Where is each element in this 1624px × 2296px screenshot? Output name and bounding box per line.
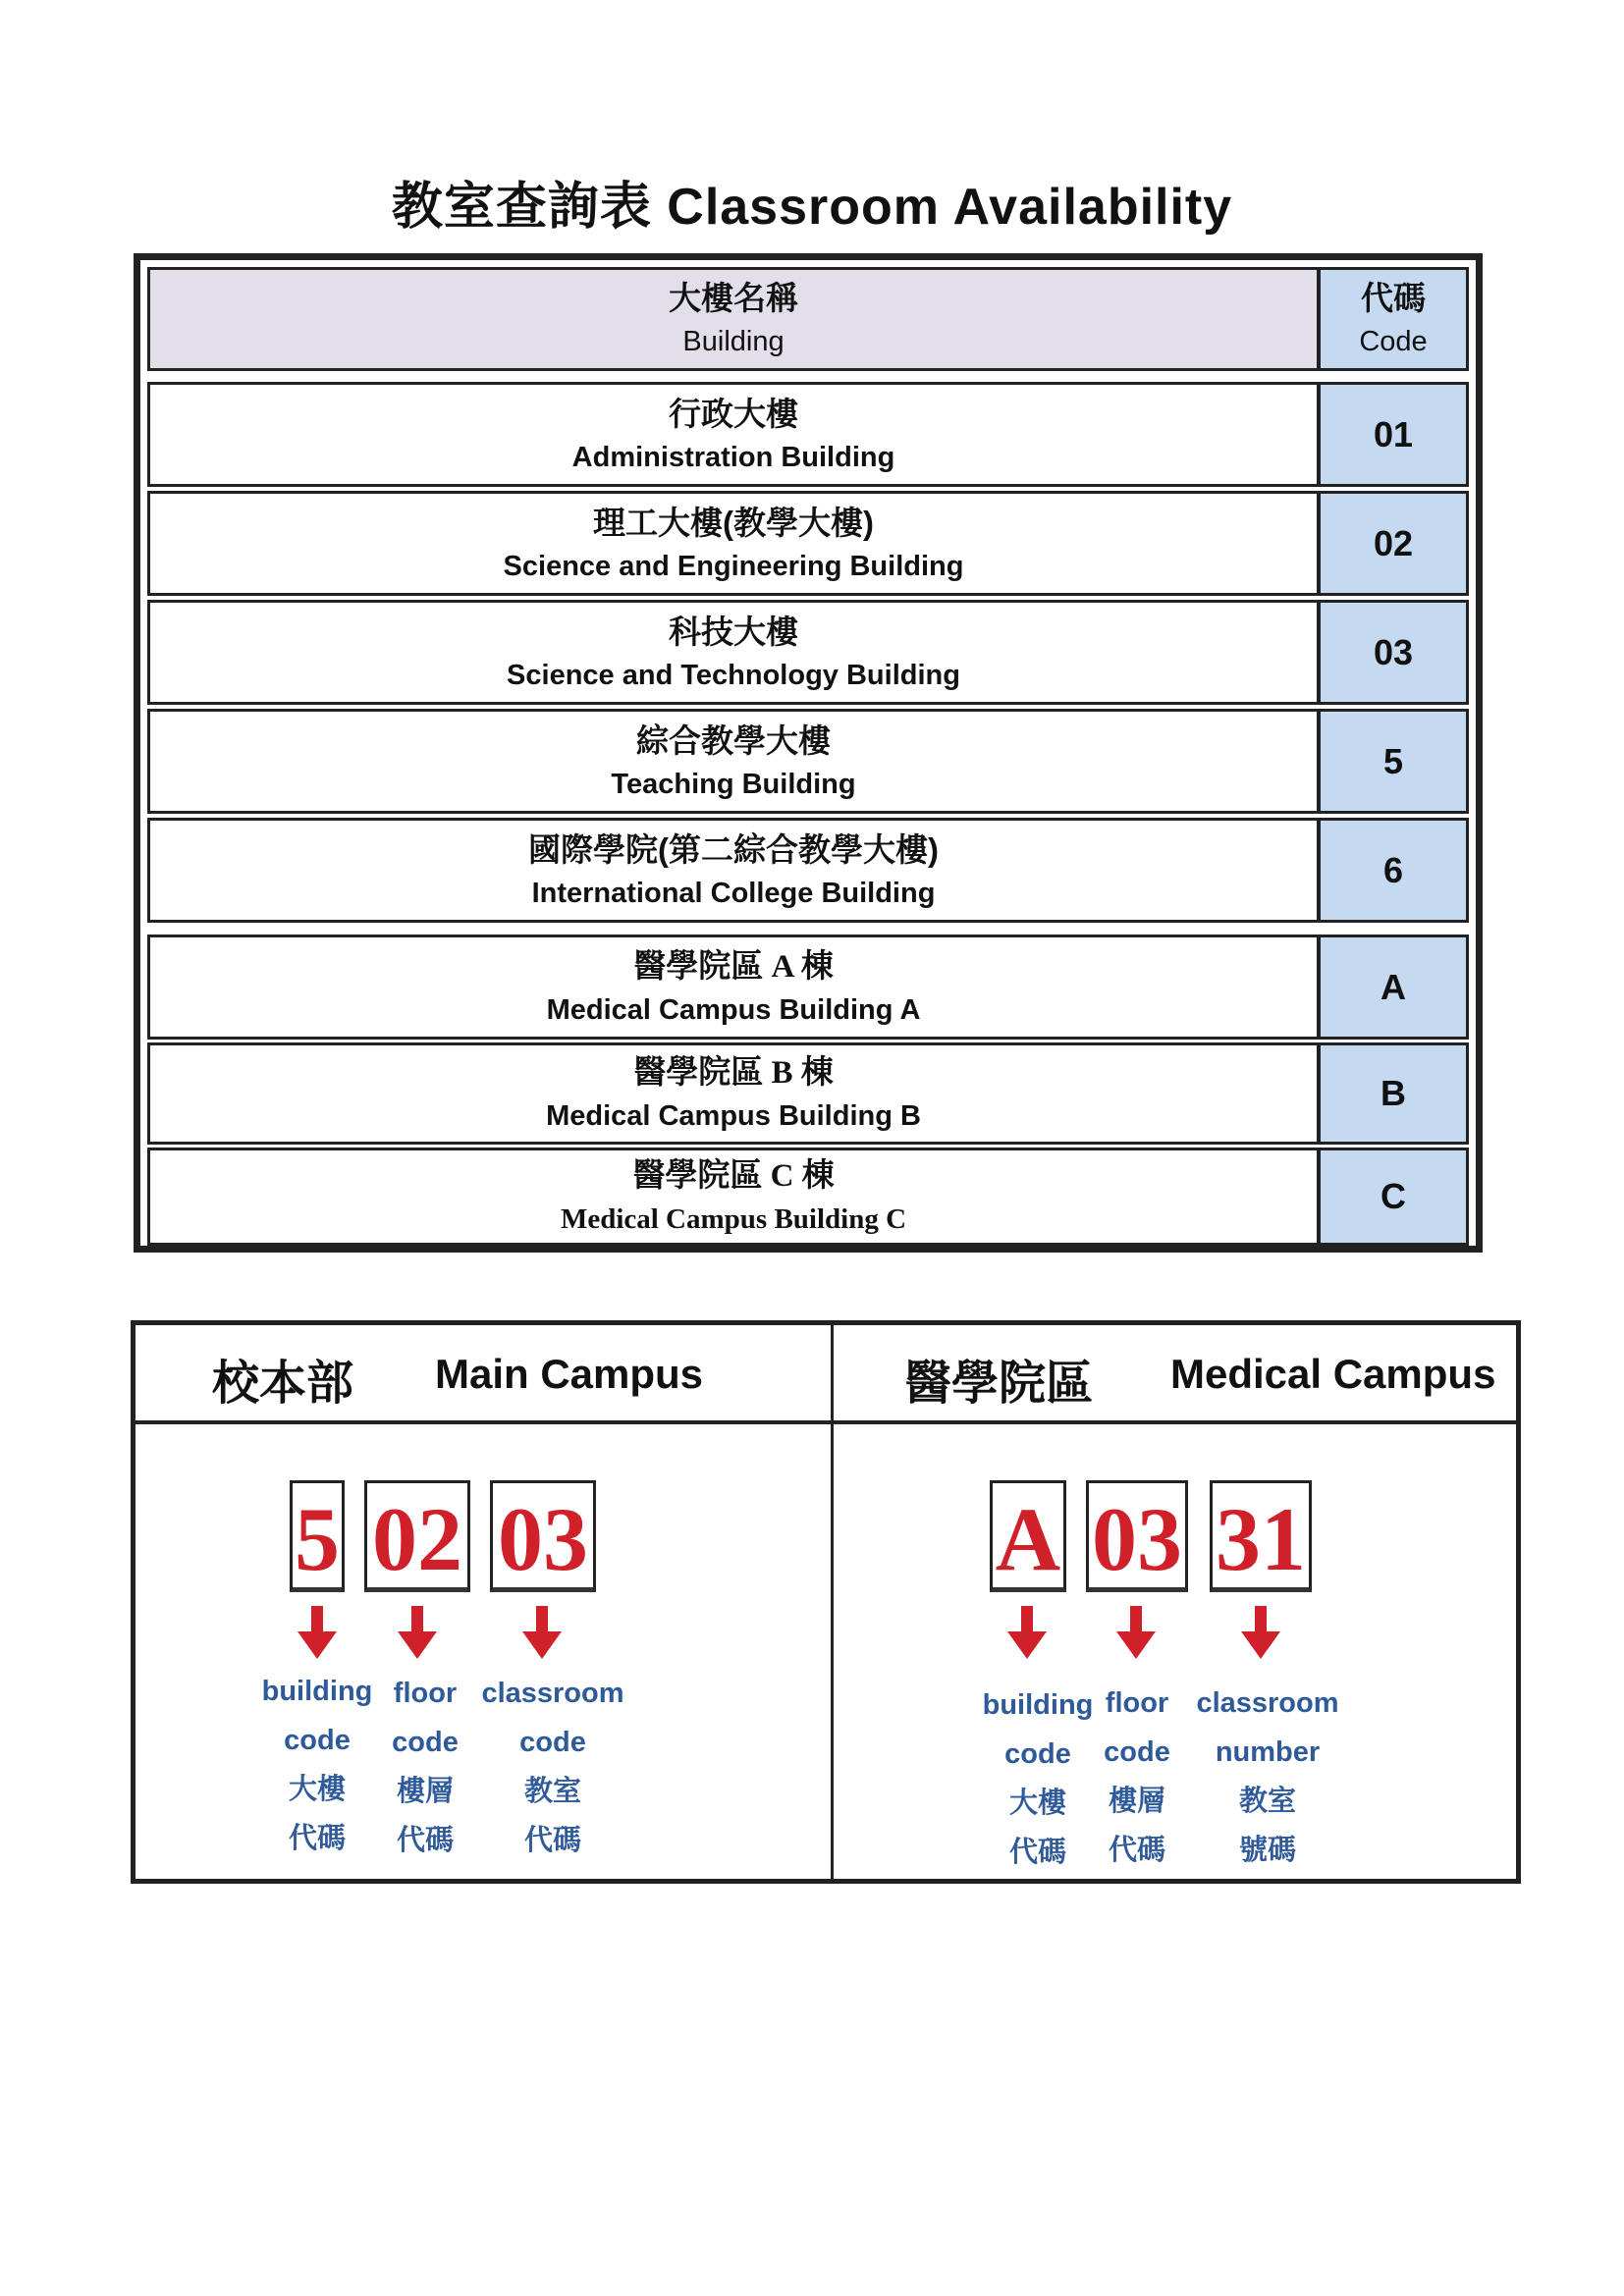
- main-floor-code-label: floor code 樓層 代碼: [392, 1678, 459, 1856]
- main-classroom-code-label: classroom code 教室 代碼: [481, 1678, 624, 1856]
- building-code-table: [134, 253, 1483, 1253]
- table-row: [147, 491, 1469, 596]
- table-row: [147, 709, 1469, 814]
- main-building-digit: 5: [290, 1480, 345, 1592]
- main-room-digits: 03: [490, 1480, 596, 1592]
- building-name-zh: 醫學院區 B 棟: [633, 1055, 834, 1091]
- building-name-en: Teaching Building: [611, 768, 856, 800]
- table-row: [147, 934, 1469, 1040]
- building-name-en: Administration Building: [571, 441, 895, 473]
- building-code: 01: [1321, 385, 1466, 484]
- table-row: [147, 818, 1469, 923]
- table-header-row: [147, 267, 1469, 371]
- main-campus-title-zh: 校本部: [212, 1358, 354, 1410]
- building-code: 03: [1321, 603, 1466, 702]
- divider: [135, 1420, 1516, 1424]
- medical-room-digits: 31: [1210, 1480, 1312, 1592]
- building-name-zh: 行政大樓: [669, 395, 798, 432]
- medical-campus-title-en: Medical Campus: [1170, 1351, 1496, 1397]
- medical-classroom-number-label: classroom number 教室 號碼: [1196, 1687, 1339, 1866]
- header-building-en: Building: [682, 326, 785, 357]
- table-row: [147, 1148, 1469, 1246]
- building-name-zh: 醫學院區 A 棟: [633, 948, 834, 985]
- table-row: [147, 1042, 1469, 1145]
- medical-building-code-label: building code 大樓 代碼: [982, 1689, 1094, 1868]
- page-title: 教室查詢表 Classroom Availability: [391, 179, 1233, 236]
- building-name-zh: 綜合教學大樓: [636, 721, 831, 759]
- building-name-en: Science and Engineering Building: [503, 550, 964, 582]
- arrow-down-icon: [518, 1606, 566, 1661]
- main-campus-title-en: Main Campus: [435, 1351, 704, 1397]
- table-row: [147, 600, 1469, 705]
- building-name-en: Science and Technology Building: [507, 659, 960, 691]
- divider: [831, 1325, 834, 1879]
- arrow-down-icon: [1237, 1606, 1284, 1661]
- building-name-zh: 國際學院(第二綜合教學大樓): [528, 830, 939, 868]
- medical-floor-code-label: floor code 樓層 代碼: [1104, 1687, 1170, 1866]
- header-building-cell: [150, 270, 1321, 368]
- room-number-guide: [131, 1320, 1521, 1884]
- building-code: 5: [1321, 712, 1466, 811]
- building-name-zh: 醫學院區 C 棟: [632, 1158, 835, 1194]
- building-code: A: [1321, 937, 1466, 1037]
- building-code: 02: [1321, 494, 1466, 593]
- main-building-code-label: building code 大樓 代碼: [261, 1676, 373, 1854]
- arrow-down-icon: [1003, 1606, 1051, 1661]
- arrow-down-icon: [1112, 1606, 1160, 1661]
- medical-building-letter: A: [990, 1480, 1066, 1592]
- medical-campus-title-zh: 醫學院區: [904, 1358, 1094, 1410]
- table-row: [147, 382, 1469, 487]
- arrow-down-icon: [294, 1606, 341, 1661]
- building-name-en: Medical Campus Building A: [546, 993, 921, 1026]
- main-floor-digits: 02: [364, 1480, 470, 1592]
- building-code: C: [1321, 1150, 1466, 1243]
- building-name-en: International College Building: [531, 877, 936, 909]
- medical-floor-digits: 03: [1086, 1480, 1188, 1592]
- arrow-down-icon: [394, 1606, 441, 1661]
- building-code: 6: [1321, 821, 1466, 920]
- header-building-zh: 大樓名稱: [669, 280, 798, 316]
- header-code-cell: [1321, 270, 1466, 368]
- header-code-zh: 代碼: [1361, 280, 1426, 316]
- building-name-en: Medical Campus Building C: [560, 1203, 907, 1235]
- building-name-zh: 科技大樓: [669, 613, 798, 650]
- building-code: B: [1321, 1045, 1466, 1142]
- header-code-en: Code: [1359, 326, 1428, 357]
- building-name-zh: 理工大樓(教學大樓): [593, 504, 874, 541]
- building-name-en: Medical Campus Building B: [546, 1100, 921, 1132]
